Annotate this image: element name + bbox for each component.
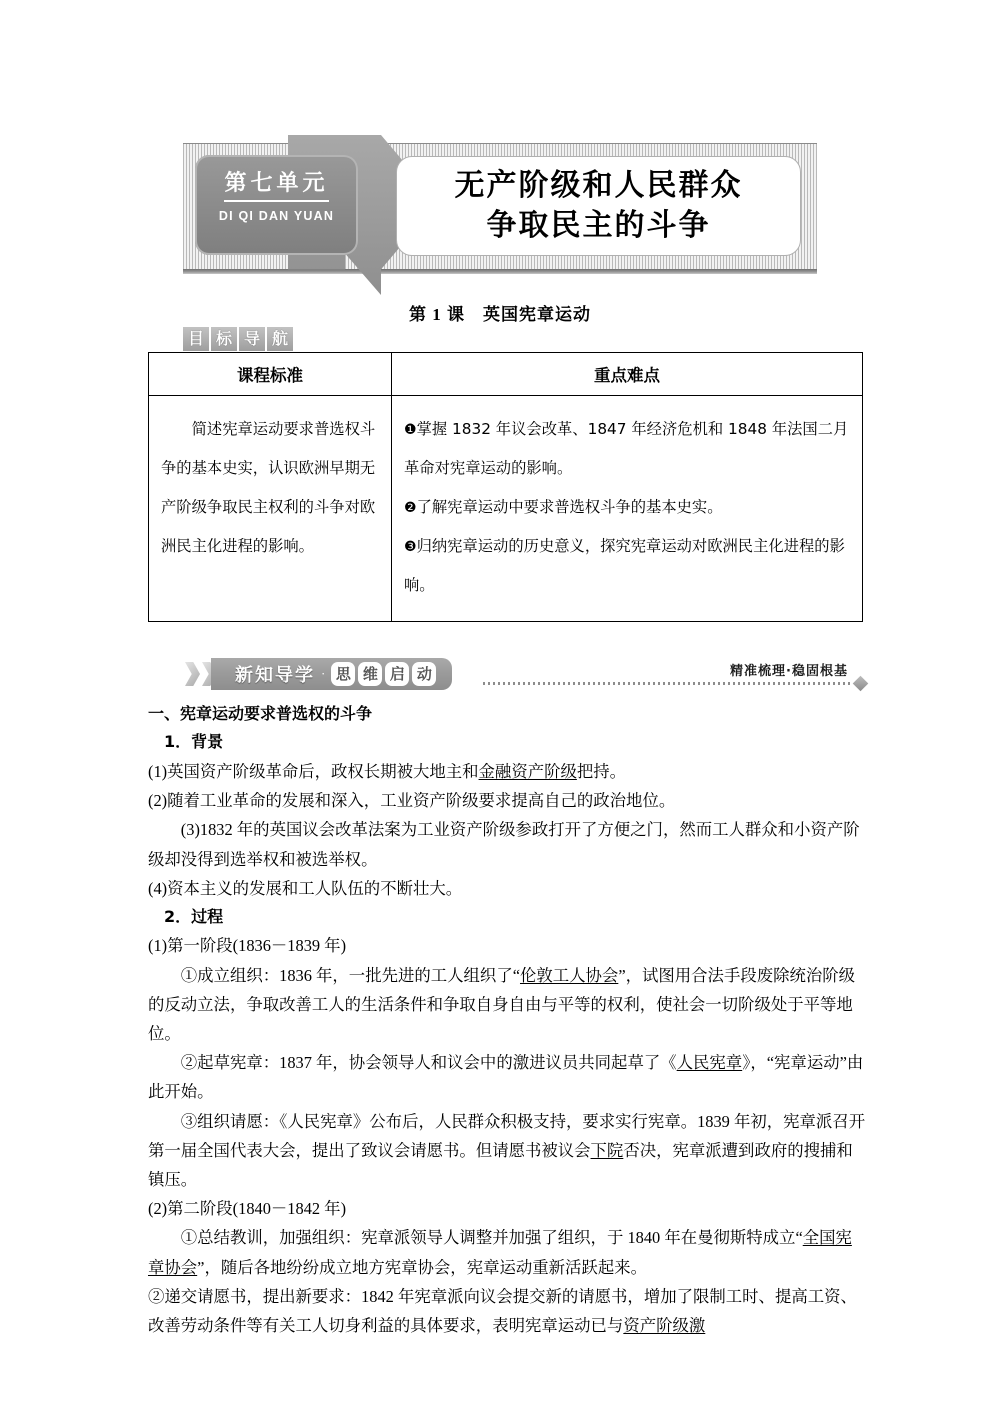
key-point-marker-2: ❷ bbox=[404, 500, 417, 516]
phase-1-item-1-b: ”，试图用合法手段废除统治阶级的反动立法，争取改善工人的生活条件和争取自身自由与平等的权利，使社会一切阶级处于平等地位。 bbox=[148, 965, 856, 1044]
phase-1-item-2 bbox=[148, 1048, 866, 1106]
section-banner bbox=[183, 658, 866, 690]
goal-navigation-tag bbox=[183, 327, 293, 351]
section-banner-bubble-3: 动 bbox=[412, 662, 436, 686]
phase-2-item-2-a: ②递交请愿书，提出新要求：1842 年宪章派向议会提交新的请愿书，增加了限制工时、提高工资、改善劳动条件等有关工人切身利益的具体要求，表明宪章运动已与 bbox=[148, 1286, 857, 1336]
section-banner-bubble-0: 思 bbox=[331, 662, 355, 686]
content-subheading-2: 2．过程 bbox=[164, 906, 224, 926]
table-header-keypoints: 重点难点 bbox=[392, 353, 863, 396]
table-row bbox=[149, 396, 863, 622]
section-banner-pill bbox=[211, 658, 452, 690]
table-header-standard: 课程标准 bbox=[149, 353, 392, 396]
key-point-marker-3: ❸ bbox=[404, 539, 417, 555]
course-standard-text: 简述宪章运动要求普选权斗争的基本史实，认识欧洲早期无产阶级争取民主权利的斗争对欧洲民主化进程的影响。 bbox=[161, 420, 376, 555]
background-item-1-underlined: 金融资产阶级 bbox=[478, 761, 577, 781]
background-item-4: (4)资本主义的发展和工人队伍的不断壮大。 bbox=[148, 878, 463, 898]
lesson-body-content bbox=[148, 700, 866, 1340]
background-item-1-a: (1)英国资产阶级革命后，政权长期被大地主和 bbox=[148, 761, 479, 781]
phase-2-label: (2)第二阶段(1840－1842 年) bbox=[148, 1199, 347, 1219]
section-banner-dotted-rule bbox=[483, 682, 853, 685]
background-item-1 bbox=[148, 757, 866, 786]
unit-title-box bbox=[396, 156, 801, 256]
unit-header-banner bbox=[183, 143, 817, 278]
phase-1-item-3-underlined: 下院 bbox=[590, 1140, 624, 1160]
key-point-item-1 bbox=[404, 410, 850, 488]
phase-2-item-1 bbox=[148, 1223, 866, 1281]
unit-badge-chinese: 第七单元 bbox=[224, 173, 328, 202]
background-item-1-b: 把持。 bbox=[576, 761, 627, 781]
course-standard-cell bbox=[149, 396, 392, 622]
goal-tag-char-2: 导 bbox=[239, 327, 265, 351]
key-point-marker-1: ❶ bbox=[404, 422, 417, 438]
content-heading-1: 一、宪章运动要求普选权的斗争 bbox=[148, 704, 373, 723]
section-banner-main-text: 新知导学 bbox=[235, 665, 315, 686]
background-item-2: (2)随着工业革命的发展和深入，工业资产阶级要求提高自己的政治地位。 bbox=[148, 791, 676, 811]
key-point-text-3: 归纳宪章运动的历史意义，探究宪章运动对欧洲民主化进程的影响。 bbox=[404, 537, 845, 594]
phase-2-item-1-a: ①总结教训，加强组织：宪章派领导人调整并加强了组织，于 1840 年在曼彻斯特成立“ bbox=[180, 1228, 803, 1248]
phase-1-item-1-underlined: 伦敦工人协会 bbox=[519, 965, 619, 985]
diamond-marker-icon bbox=[853, 676, 869, 692]
objectives-table bbox=[148, 352, 863, 622]
phase-1-item-3 bbox=[148, 1107, 866, 1195]
phase-1-item-3-a: ③组织请愿：《人民宪章》公布后，人民群众积极支持，要求实行宪章。1839 年初，宪章派召开第一届全国代表大会，提出了致议会请愿书。但请愿书被议会 bbox=[148, 1111, 866, 1160]
section-banner-separator: · bbox=[321, 666, 326, 681]
key-point-item-2 bbox=[404, 488, 850, 527]
phase-1-item-3-b: 否决，宪章派遭到政府的搜捕和镇压。 bbox=[148, 1140, 853, 1190]
lesson-title: 第 1 课 英国宪章运动 bbox=[409, 305, 591, 324]
key-point-text-2: 了解宪章运动中要求普选权斗争的基本史实。 bbox=[416, 498, 723, 516]
key-point-item-3 bbox=[404, 527, 850, 605]
phase-1-item-2-underlined: 人民宪章 bbox=[676, 1053, 743, 1073]
phase-2-item-1-underlined: 全国宪章协会 bbox=[148, 1228, 852, 1277]
goal-tag-char-1: 标 bbox=[211, 327, 237, 351]
section-banner-bubble-2: 启 bbox=[385, 662, 409, 686]
section-banner-bubble-1: 维 bbox=[358, 662, 382, 686]
header-baseline-rule bbox=[183, 269, 817, 274]
content-subheading-1: 1．背景 bbox=[164, 732, 224, 752]
phase-1-label: (1)第一阶段(1836－1839 年) bbox=[148, 936, 347, 956]
goal-tag-char-0: 目 bbox=[183, 327, 209, 351]
key-points-cell bbox=[392, 396, 863, 622]
unit-title-line-1: 无产阶级和人民群众 bbox=[454, 167, 743, 203]
unit-badge-pinyin: DI QI DAN YUAN bbox=[218, 209, 335, 223]
unit-badge bbox=[195, 155, 358, 255]
phase-2-item-2 bbox=[148, 1282, 866, 1340]
phase-1-item-2-b: 》，“宪章运动”由此开始。 bbox=[148, 1053, 864, 1102]
unit-title-line-2: 争取民主的斗争 bbox=[486, 208, 711, 243]
phase-1-item-2-a: ②起草宪章：1837 年，协会领导人和议会中的激进议员共同起草了《 bbox=[180, 1053, 677, 1073]
goal-tag-char-3: 航 bbox=[267, 327, 293, 351]
phase-1-item-1 bbox=[148, 961, 866, 1049]
phase-2-item-1-b: ”，随后各地纷纷成立地方宪章协会，宪章运动重新活跃起来。 bbox=[197, 1257, 647, 1277]
section-banner-tagline: 精准梳理·稳固根基 bbox=[730, 664, 848, 679]
key-point-text-1: 掌握 1832 年议会改革、1847 年经济危机和 1848 年法国二月革命对宪章运动的影响。 bbox=[404, 420, 849, 477]
phase-1-item-1-a: ①成立组织：1836 年，一批先进的工人组织了“ bbox=[180, 965, 520, 985]
background-item-3: (3)1832 年的英国议会改革法案为工业资产阶级参政打开了方便之门，然而工人群众和小资产阶级却没得到选举权和被选举权。 bbox=[148, 820, 860, 869]
table-header-row bbox=[149, 353, 863, 396]
phase-2-item-2-underlined: 资产阶级激 bbox=[623, 1316, 706, 1336]
